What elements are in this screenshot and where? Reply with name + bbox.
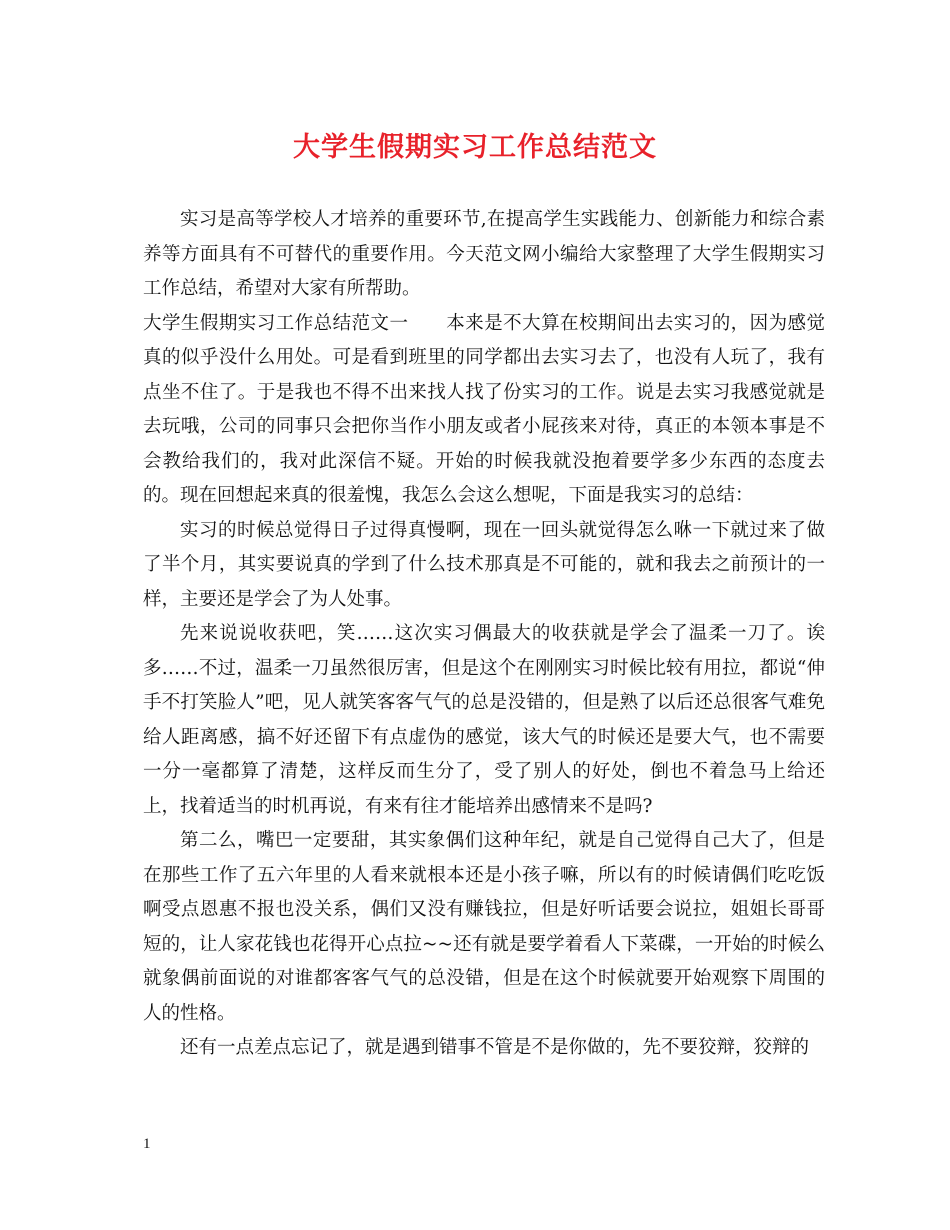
paragraph-one-more-point: 还有一点差点忘记了，就是遇到错事不管是不是你做的，先不要狡辩，狡辩的	[180, 1037, 810, 1058]
paragraph-gains: 先来说说收获吧，笑……这次实习偶最大的收获就是学会了温柔一刀了。诶多……不过，温柔一刀虽然很厉害，但是这个在刚刚实习时候比较有用拉，都说“伸手不打笑脸人”吧，见人就笑客客气气的总是没错的，但是熟了以后还总很客气难免给人距离感，搞不好还留下有点虚伪的感觉，该大气的时候还是要大气，也不需要一分一毫都算了清楚，这样反而生分了，受了别人的好处，倒也不着急马上给还上，找着适当的时机再说，有来有往才能培养出感情来不是吗?	[143, 623, 825, 817]
page-number: 1	[143, 1136, 151, 1152]
document-title: 大学生假期实习工作总结范文	[293, 132, 657, 163]
paragraph-time: 实习的时候总觉得日子过得真慢啊，现在一回头就觉得怎么咻一下就过来了做了半个月，其实要说真的学到了什么技术那真是不可能的，就和我去之前预计的一样，主要还是学会了为人处事。	[143, 519, 825, 610]
paragraph-intro: 实习是高等学校人才培养的重要环节,在提高学生实践能力、创新能力和综合素养等方面具有不可替代的重要作用。今天范文网小编给大家整理了大学生假期实习工作总结，希望对大家有所帮助。	[143, 209, 825, 299]
paragraph-second-point: 第二么，嘴巴一定要甜，其实象偶们这种年纪，就是自己觉得自己大了，但是在那些工作了五六年里的人看来就根本还是小孩子嘛，所以有的时候请偶们吃吃饭啊受点恩惠不报也没关系，偶们又没有赚钱拉，但是好听话要会说拉，姐姐长哥哥短的，让人家花钱也花得开心点拉~~还有就是要学着看人下菜碟，一开始的时候么就象偶前面说的对谁都客客气气的总没错，但是在这个时候就要开始观察下周围的人的性格。	[143, 830, 825, 1024]
paragraph-sample-one: 大学生假期实习工作总结范文一 本来是不大算在校期间出去实习的，因为感觉真的似乎没什么用处。可是看到班里的同学都出去实习去了，也没有人玩了，我有点坐不住了。于是我也不得不出来找人找了份实习的工作。说是去实习我感觉就是去玩哦，公司的同事只会把你当作小朋友或者小屁孩来对待，真正的本领本事是不会教给我们的，我对此深信不疑。开始的时候我就没抱着要学多少东西的态度去的。现在回想起来真的很羞愧，我怎么会这么想呢，下面是我实习的总结：	[143, 312, 825, 506]
document-body	[143, 203, 825, 1066]
